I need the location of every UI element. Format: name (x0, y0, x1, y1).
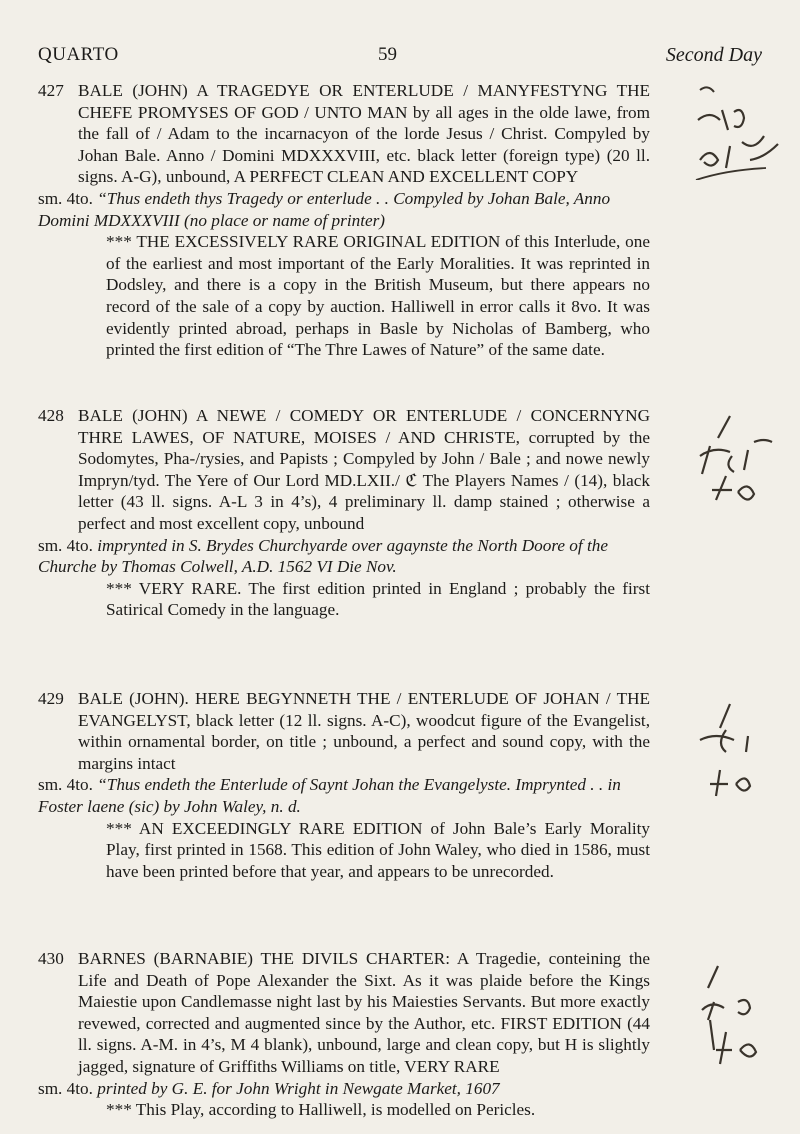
entry-note: *** THE EXCESSIVELY RARE ORIGINAL EDITION of this Interlude, one of the earliest and most important of the Early Moralities. It was reprinted in Dodsley, and there is a copy in the British Museum, but there appears no record of the sale of a copy by auction. Halliwell in error calls it 8vo. It was evidently printed abroad, perhaps in Basle by Nicholas of Bamberg, who printed the first edition of “The Thre Lawes of Nature” of the same date. (106, 232, 650, 360)
entry-description: BALE (JOHN). HERE BEGYNNETH THE / ENTERLUDE OF JOHAN / THE EVANGELYST, black letter (12 ll. signs. A-C), woodcut figure of the Evangelist, within ornamental border, on title ; unbound, a perfect and sound copy, with the margins intact (78, 689, 650, 773)
entry-note: *** AN EXCEEDINGLY RARE EDITION of John Bale’s Early Morality Play, first printed in 1568. This edition of John Waley, who died in 1586, must have been printed before that year, and appears to be unrecorded. (106, 818, 650, 881)
entry-note: *** VERY RARE. The first edition printed in England ; probably the first Satirical Comedy in the language. (106, 578, 650, 620)
entry-format: sm. 4to. (38, 535, 93, 555)
entry-number: 428 (38, 406, 64, 425)
entry-imprint (38, 1078, 650, 1100)
entry-colophon: printed by G. E. for John Wright in Newgate Market, 1607 (97, 1078, 500, 1098)
entry-imprint (38, 535, 650, 578)
entry-colophon: imprynted in S. Brydes Churchyarde over agaynste the North Doore of the Churche by Thomas Colwell, A.D. 1562 VI Die Nov. (38, 535, 608, 577)
header-format: QUARTO (38, 44, 119, 65)
entry-imprint (38, 188, 650, 231)
catalogue-entry-430 (38, 948, 650, 1121)
handwriting-icon (690, 412, 790, 522)
page-number: 59 (378, 44, 397, 65)
header-day: Second Day (665, 44, 762, 66)
entry-format: sm. 4to. (38, 1078, 93, 1098)
entry-description: BARNES (BARNABIE) THE DIVILS CHARTER: A Tragedie, conteining the Life and Death of Pope Alexander the Sixt. As it was plaide before the Kings Maiestie upon Candlemasse night last by his Maiesties Servants. But more exactly revewed, corrected and augmented since by the Author, etc. FIRST EDITION (44 ll. signs. A-M. in 4’s, M 4 blank), unbound, large and clean copy, but H is slightly jagged, signature of Griffiths Williams on title, VERY RARE (78, 949, 650, 1076)
catalogue-entry-427 (38, 80, 650, 361)
entry-number: 430 (38, 949, 64, 968)
entry-colophon: “Thus endeth thys Tragedy or enterlude . . Compyled by Johan Bale, Anno Domini MDXXXVIII (no place or name of printer) (38, 188, 611, 230)
entry-description: BALE (JOHN) A NEWE / COMEDY OR ENTERLUDE / CONCERNYNG THRE LAWES, OF NATURE, MOISES / AND CHRISTE, corrupted by the Sodomytes, Pha-/rysies, and Papists ; Compyled by John / Bale ; and nowe newly Impryn/tyd. The Yere of Our Lord MD.LXII./ ℭ The Players Names / (14), black letter (43 ll. signs. A-L 3 in 4’s), 4 preliminary ll. damp stained ; otherwise a perfect and most excellent copy, unbound (78, 406, 650, 533)
handwritten-price-mark-429 (690, 700, 790, 800)
handwriting-icon (690, 80, 790, 180)
handwritten-price-mark-427 (690, 80, 790, 180)
entry-number: 429 (38, 689, 64, 708)
handwriting-icon (690, 700, 790, 800)
entry-colophon: “Thus endeth the Enterlude of Saynt Johan the Evangelyste. Imprynted . . in Foster laene (sic) by John Waley, n. d. (38, 775, 621, 816)
handwritten-price-mark-430 (690, 960, 790, 1080)
handwriting-icon (690, 960, 790, 1080)
entry-format: sm. 4to. (38, 775, 93, 795)
entry-number: 427 (38, 81, 64, 100)
catalogue-entry-429 (38, 688, 650, 882)
entry-format: sm. 4to. (38, 188, 93, 208)
catalogue-entry-428 (38, 405, 650, 621)
entry-note: *** This Play, according to Halliwell, is modelled on Pericles. (106, 1100, 536, 1120)
entry-imprint (38, 774, 650, 817)
page-header (38, 44, 762, 68)
handwritten-price-mark-428 (690, 412, 790, 522)
entry-description: BALE (JOHN) A TRAGEDYE OR ENTERLUDE / MANYFESTYNG THE CHEFE PROMYSES OF GOD / UNTO MAN by all ages in the olde lawe, from the fall of / Adam to the incarnacyon of the lorde Jesus / Christ. Compyled by Johan Bale. Anno / Domini MDXXXVIII, etc. black letter (foreign type) (20 ll. signs. A-G), unbound, A PERFECT CLEAN AND EXCELLENT COPY (78, 81, 650, 187)
